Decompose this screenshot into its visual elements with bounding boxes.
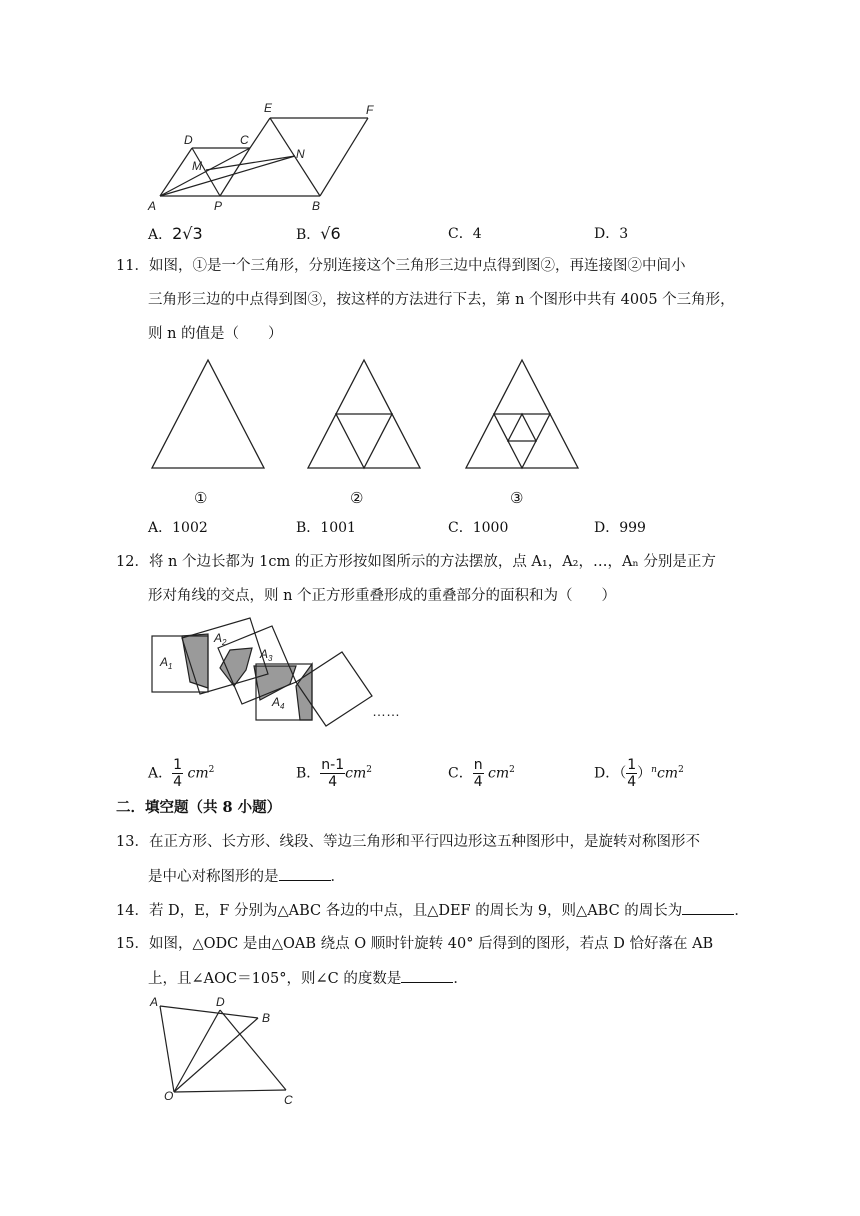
section-2-title: 二．填空题（共 8 小题） [116,799,282,816]
svg-text:A2: $A_2$ [214,631,227,647]
q15-answer-blank[interactable] [401,968,453,983]
q12-number: 12． [116,554,149,570]
q12-label-a3: A [260,647,269,661]
q10-label-p: P [214,199,223,213]
q13-line2: 是中心对称图形的是 ． [148,866,345,887]
q12-label-a2: A [214,631,223,645]
q14-line: 14．若 D，E，F 分别为△ABC 各边的中点，且△DEF 的周长为 9，则△ABC 的周长为 ． [116,900,749,921]
q12-option-d[interactable]: D．（ $\frac{1}{4}$ ）$^ncm^2$ [594,757,684,791]
q12-squares-figure [146,612,416,742]
q11-line1: 11．如图，①是一个三角形，分别连接这个三角形三边中点得到图②，再连接图②中间小 [116,258,686,274]
q15-label-d: D [216,995,225,1009]
q10-label-c: C [240,133,249,147]
q10-option-c[interactable]: C．4 [448,226,482,242]
q15-label-c: C [284,1093,293,1107]
q11-caption-3: ③ [510,489,524,507]
q10-option-b[interactable]: B．√6 [296,224,341,243]
q11-option-d[interactable]: D．999 [594,520,646,536]
svg-text:A4: $A_4$ [272,695,285,711]
q11-option-b[interactable]: B．1001 [296,520,356,536]
q10-parallelogram-figure [140,96,400,216]
q14-number: 14． [116,903,149,919]
q15-rotation-figure [146,996,306,1108]
q13-answer-blank[interactable] [279,866,331,881]
q10-option-d[interactable]: D．3 [594,226,629,242]
q15-label-a: A [150,995,159,1009]
q11-triangle-figures [140,354,590,474]
q12-line2: 形对角线的交点，则 n 个正方形重叠形成的重叠部分的面积和为（ ） [148,588,617,604]
q10-label-e: E [264,101,273,115]
q12-ellipsis: …… [372,703,400,719]
svg-text:A3: $A_3$ [260,647,273,663]
q13-line1: 13．在正方形、长方形、线段、等边三角形和平行四边形这五种图形中，是旋转对称图形不 [116,834,700,850]
q13-number: 13． [116,834,149,850]
q10-label-d: D [184,133,193,147]
q11-number: 11． [116,258,149,274]
q11-caption-1: ① [194,489,208,507]
q10-label-b: B [312,199,321,213]
q11-line2: 三角形三边的中点得到图③，按这样的方法进行下去，第 n 个图形中共有 4005 个三角形， [148,292,735,308]
svg-text:A1: $A_1$ [160,655,173,671]
q14-answer-blank[interactable] [682,900,734,915]
q11-line3: 则 n 的值是（ ） [148,326,283,342]
q11-caption-2: ② [350,489,364,507]
q10-label-m: M [192,159,202,173]
q15-number: 15． [116,936,149,952]
q10-label-f: F [366,103,374,117]
q11-option-c[interactable]: C．1000 [448,520,509,536]
q15-label-b: B [262,1011,271,1025]
q10-option-a[interactable]: A．2√3 [148,224,203,243]
q10-option-a-value: 2√3 [172,224,203,243]
q12-option-c[interactable]: C． $\frac{n}{4}$ $cm^2$ [448,757,515,791]
q12-label-a4: A [272,695,281,709]
q10-label-n: N [296,147,305,161]
q12-option-b[interactable]: B． $\frac{n-1}{4}$ $cm^2$ [296,757,372,791]
q15-line1: 15．如图，△ODC 是由△OAB 绕点 O 顺时针旋转 40° 后得到的图形，若点 D 恰好落在 AB [116,936,714,952]
q12-line1: 12．将 n 个边长都为 1cm 的正方形按如图所示的方法摆放，点 A₁，A₂，…，Aₙ 分别是正方 [116,554,716,570]
q10-option-b-value: √6 [320,224,341,243]
q11-option-a[interactable]: A．1002 [148,520,208,536]
q15-label-o: O [164,1089,174,1103]
q10-label-a: A [148,199,157,213]
q12-option-a[interactable]: A． $\frac{1}{4}$ $cm^2$ [148,757,215,791]
q15-line2: 上，且∠AOC＝105°，则∠C 的度数是 ． [148,968,468,989]
q12-label-a1: A [160,655,169,669]
